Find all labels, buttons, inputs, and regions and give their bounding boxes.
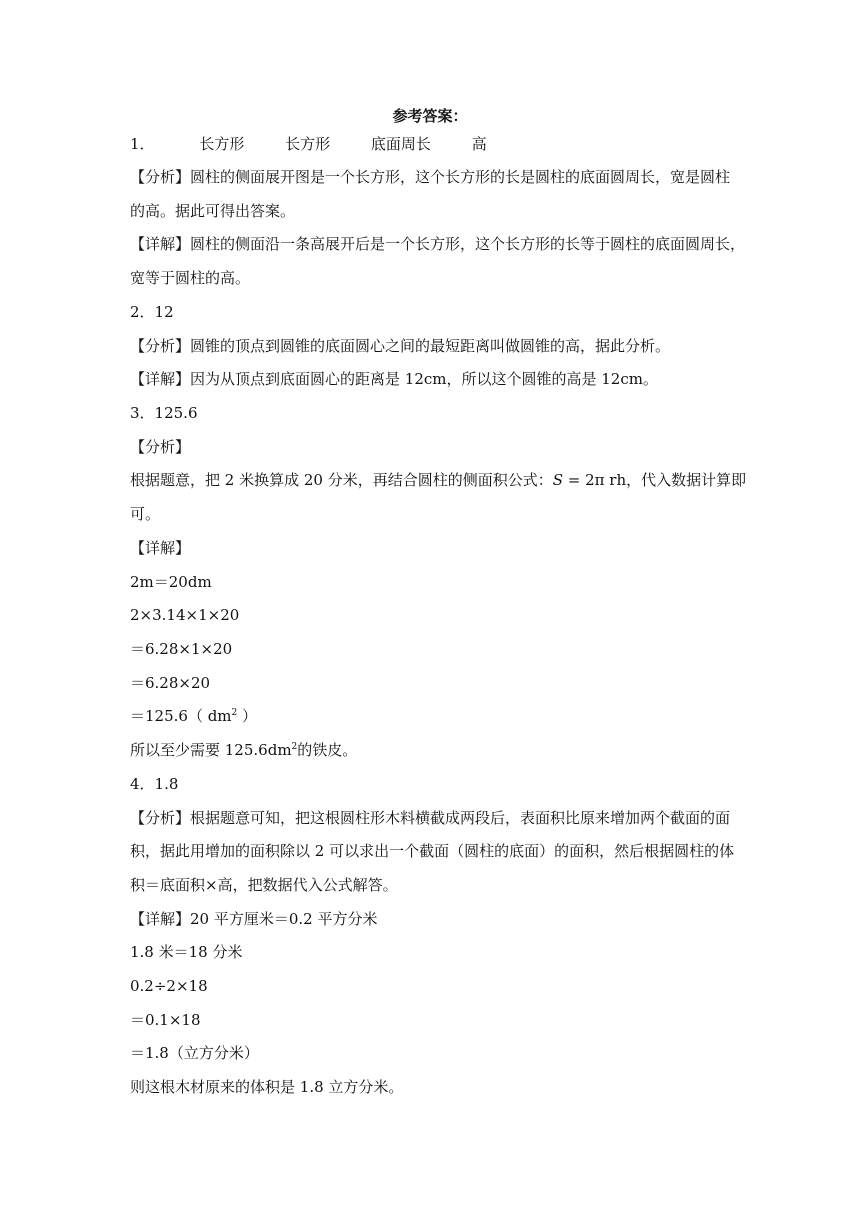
q3-step-1: 2m＝20dm bbox=[130, 573, 212, 591]
q3-step-2: 2×3.14×1×20 bbox=[130, 606, 240, 624]
q3-result bbox=[130, 706, 257, 726]
q3-analysis-line-1 bbox=[130, 470, 746, 490]
q4-analysis-line-3: 积＝底面积×高，把数据代入公式解答。 bbox=[130, 876, 398, 894]
q3-detail-head: 【详解】 bbox=[130, 539, 191, 557]
q4-step-4: ＝1.8（立方分米） bbox=[130, 1044, 259, 1062]
q3-step-3: ＝6.28×1×20 bbox=[130, 640, 233, 658]
q1-detail-line-1: 【详解】圆柱的侧面沿一条高展开后是一个长方形，这个长方形的长等于圆柱的底面圆周长， bbox=[130, 235, 746, 253]
q4-detail-line-1: 【详解】20 平方厘米＝0.2 平方分米 bbox=[130, 910, 378, 928]
q1-analysis-line-2: 的高。据此可得出答案。 bbox=[130, 202, 296, 220]
q4-answer-line: 4．1.8 bbox=[130, 775, 179, 793]
q3-analysis-head: 【分析】 bbox=[130, 438, 191, 456]
q4-analysis-line-1: 【分析】根据题意可知，把这根圆柱形木料横截成两段后，表面积比原来增加两个截面的面 bbox=[130, 809, 731, 827]
q4-conclusion: 则这根木材原来的体积是 1.8 立方分米。 bbox=[130, 1078, 404, 1096]
q3-analysis-line-2: 可。 bbox=[130, 505, 161, 523]
q3-result-text: ＝125.6（ dm bbox=[130, 707, 232, 725]
q3-step-4: ＝6.28×20 bbox=[130, 674, 211, 692]
q3-result-sup: 2 bbox=[231, 708, 238, 718]
q1-analysis-line-1: 【分析】圆柱的侧面展开图是一个长方形，这个长方形的长是圆柱的底面圆周长，宽是圆柱 bbox=[130, 168, 731, 186]
q1-answer-1: 长方形 bbox=[199, 135, 245, 153]
q1-answer-line bbox=[130, 134, 487, 154]
q1-answer-3: 底面周长 bbox=[370, 135, 431, 153]
q4-step-2: 0.2÷2×18 bbox=[130, 977, 208, 995]
q2-detail: 【详解】因为从顶点到底面圆心的距离是 12cm，所以这个圆锥的高是 12cm。 bbox=[130, 370, 658, 388]
q3-analysis-text-a: 根据题意，把 2 米换算成 20 分米，再结合圆柱的侧面积公式： bbox=[130, 471, 553, 489]
formula-rhs: = 2π rh bbox=[563, 471, 627, 489]
page-title: 参考答案： bbox=[392, 107, 468, 125]
q1-answer-2: 长方形 bbox=[285, 135, 331, 153]
q1-answer-4: 高 bbox=[471, 135, 487, 153]
q3-result-close: ） bbox=[237, 707, 258, 725]
q2-analysis: 【分析】圆锥的顶点到圆锥的底面圆心之间的最短距离叫做圆锥的高，据此分析。 bbox=[130, 337, 671, 355]
q4-step-3: ＝0.1×18 bbox=[130, 1011, 201, 1029]
q3-conclusion bbox=[130, 740, 357, 760]
q4-step-1: 1.8 米＝18 分米 bbox=[130, 943, 243, 961]
q4-analysis-line-2: 积，据此用增加的面积除以 2 可以求出一个截面（圆柱的底面）的面积，然后根据圆柱的体 bbox=[130, 842, 735, 860]
q3-conclusion-unit: dm bbox=[267, 741, 292, 759]
q3-conclusion-text-a: 所以至少需要 125.6 bbox=[130, 741, 268, 759]
q3-analysis-text-b: ，代入数据计算即 bbox=[626, 471, 747, 489]
q3-conclusion-sup: 2 bbox=[291, 742, 298, 752]
q2-answer-line: 2．12 bbox=[130, 303, 174, 321]
q1-detail-line-2: 宽等于圆柱的高。 bbox=[130, 269, 251, 287]
q3-conclusion-text-b: 的铁皮。 bbox=[297, 741, 358, 759]
q1-number: 1． bbox=[130, 135, 155, 153]
formula-s: S bbox=[552, 471, 563, 489]
q3-answer-line: 3．125.6 bbox=[130, 404, 198, 422]
